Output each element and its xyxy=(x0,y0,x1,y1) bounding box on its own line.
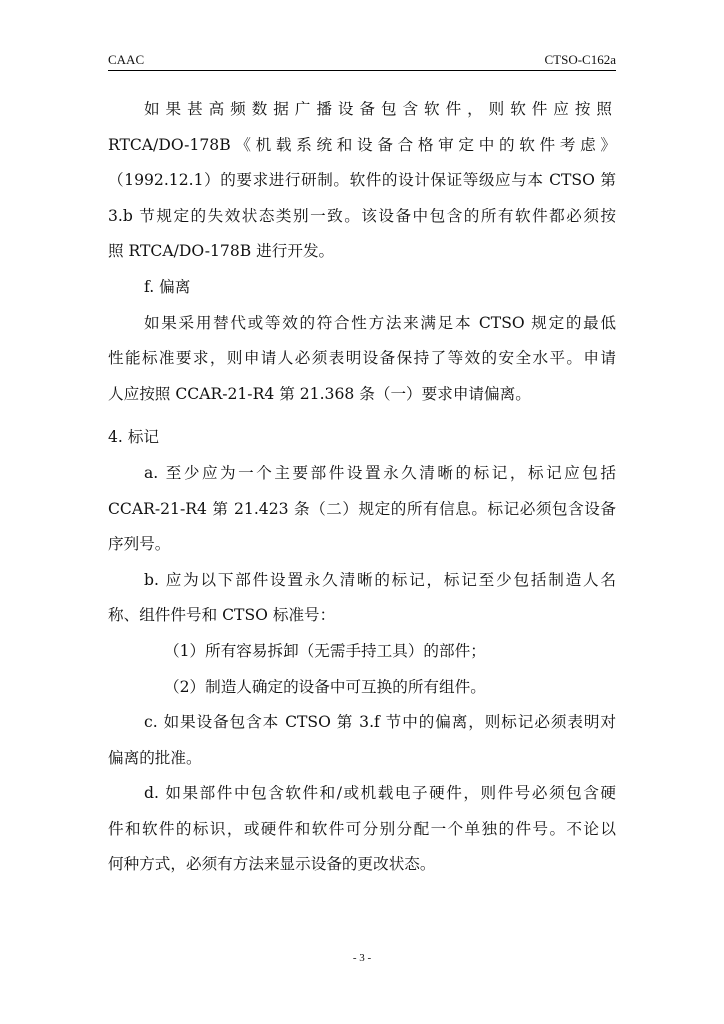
text-line: 性能标准要求，则申请人必须表明设备保持了等效的安全水平。申请 xyxy=(108,349,616,368)
text-line: 如果采用替代或等效的符合性方法来满足本 CTSO 规定的最低 xyxy=(144,313,616,332)
paragraph-marking-b xyxy=(108,563,616,634)
section-heading-marking: 4. 标记 xyxy=(108,428,160,447)
list-item: （2）制造人确定的设备中可互换的所有组件。 xyxy=(164,677,486,696)
text-line: 序列号。 xyxy=(108,535,171,554)
text-line: 件和软件的标识，或硬件和软件可分别分配一个单独的件号。不论以 xyxy=(108,819,616,838)
page-header xyxy=(108,52,616,71)
text-line: CCAR-21-R4 第 21.423 条（二）规定的所有信息。标记必须包含设备 xyxy=(108,499,616,518)
text-line: 3.b 节规定的失效状态类别一致。该设备中包含的所有软件都必须按 xyxy=(108,206,616,225)
text-line: b. 应为以下部件设置永久清晰的标记，标记至少包括制造人名 xyxy=(144,570,616,589)
text-line: （1992.12.1）的要求进行研制。软件的设计保证等级应与本 CTSO 第 xyxy=(108,171,616,190)
text-line: a. 至少应为一个主要部件设置永久清晰的标记，标记应包括 xyxy=(144,463,616,482)
page-number: - 3 - xyxy=(352,952,372,964)
text-line: 何种方式，必须有方法来显示设备的更改状态。 xyxy=(108,855,436,874)
paragraph-deviation xyxy=(108,306,616,413)
text-line: 如果甚高频数据广播设备包含软件，则软件应按照 xyxy=(144,100,616,118)
text-line: RTCA/DO-178B《机载系统和设备合格审定中的软件考虑》 xyxy=(108,135,616,154)
header-doc-id: CTSO-C162a xyxy=(544,52,616,67)
text-line: d. 如果部件中包含软件和/或机载电子硬件，则件号必须包含硬 xyxy=(144,784,616,803)
list-item: （1）所有容易拆卸（无需手持工具）的部件； xyxy=(164,641,486,660)
text-line: 偏离的批准。 xyxy=(108,748,202,767)
text-line: c. 如果设备包含本 CTSO 第 3.f 节中的偏离，则标记必须表明对 xyxy=(144,713,616,732)
paragraph-software xyxy=(108,92,616,270)
paragraph-marking-d xyxy=(108,776,616,883)
text-line: 称、组件件号和 CTSO 标准号： xyxy=(108,606,336,625)
text-line: 人应按照 CCAR-21-R4 第 21.368 条（一）要求申请偏离。 xyxy=(108,384,531,403)
paragraph-marking-a xyxy=(108,456,616,563)
paragraph-marking-c xyxy=(108,705,616,776)
document-body xyxy=(108,92,616,883)
text-line: 照 RTCA/DO-178B 进行开发。 xyxy=(108,242,335,261)
header-org: CAAC xyxy=(108,52,145,67)
section-heading-deviation: f. 偏离 xyxy=(144,277,191,296)
